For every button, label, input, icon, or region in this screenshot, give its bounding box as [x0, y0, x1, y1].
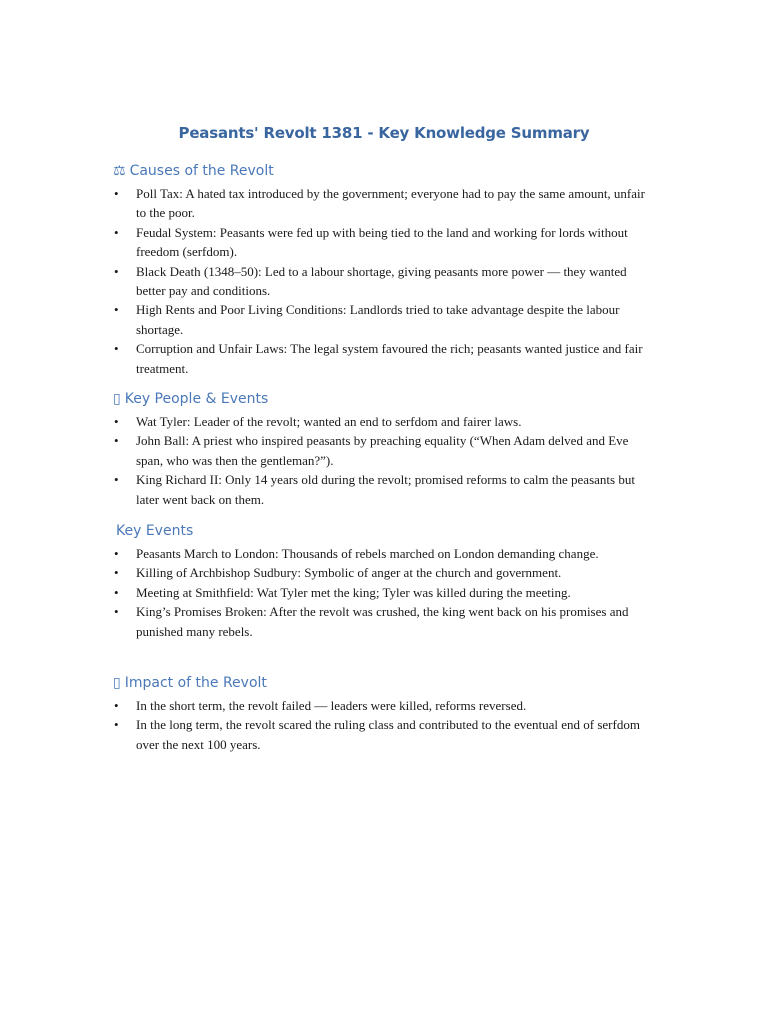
list-item-text: King Richard II: Only 14 years old during the revolt; promised reforms to calm the peasants but later went back on them.: [136, 472, 635, 507]
list-item-text: Wat Tyler: Leader of the revolt; wanted an end to serfdom and fairer laws.: [136, 414, 522, 429]
section-heading-label: Impact of the Revolt: [124, 675, 267, 691]
missing-glyph-icon: ▯: [113, 675, 121, 691]
missing-glyph-icon: ▯: [113, 391, 121, 407]
bullet-icon: •: [114, 604, 119, 620]
list-item-text: In the long term, the revolt scared the ruling class and contributed to the eventual end of serfdom over the next 100 years.: [136, 717, 640, 752]
bullet-icon: •: [114, 565, 119, 581]
bullet-icon: •: [114, 341, 119, 357]
section-heading-label: Causes of the Revolt: [129, 163, 274, 179]
bullet-icon: •: [114, 546, 119, 561]
list-item-text: Feudal System: Peasants were fed up with being tied to the land and working for lords without freedom (serfdom).: [136, 224, 628, 260]
list-item-text: Meeting at Smithfield: Wat Tyler met the king; Tyler was killed during the meeting.: [136, 584, 571, 600]
list-item: [112, 583, 652, 602]
list-item-text: Peasants March to London: Thousands of rebels marched on London demanding change.: [136, 546, 599, 561]
list-item: [112, 262, 652, 301]
list-item: [112, 470, 652, 509]
list-item: [112, 223, 652, 262]
bullet-icon: •: [114, 433, 119, 449]
list-item-text: In the short term, the revolt failed — leaders were killed, reforms reversed.: [136, 698, 527, 713]
list-item: [112, 715, 652, 754]
list-item-text: Black Death (1348–50): Led to a labour shortage, giving peasants more power — they wanted better pay and conditions.: [136, 263, 627, 299]
bullet-icon: •: [114, 584, 119, 600]
list-item-text: Corruption and Unfair Laws: The legal system favoured the rich; peasants wanted justice and fair treatment.: [136, 341, 643, 376]
list-item: [112, 412, 652, 431]
list-item: [112, 563, 652, 582]
page-title: Peasants' Revolt 1381 - Key Knowledge Summary: [178, 124, 590, 142]
bullet-icon: •: [114, 698, 119, 713]
bullet-icon: •: [114, 186, 119, 201]
bullet-icon: •: [114, 302, 119, 318]
section-heading-key-people: [113, 391, 268, 407]
key-people-list: [112, 412, 652, 509]
list-item-text: King’s Promises Broken: After the revolt was crushed, the king went back on his promises and punished many rebels.: [136, 604, 629, 639]
bullet-icon: •: [114, 414, 119, 429]
list-item: [112, 696, 652, 715]
key-events-list: [112, 544, 652, 641]
scales-icon: ⚖: [113, 163, 126, 179]
section-heading-label: Key Events: [116, 523, 194, 539]
bullet-icon: •: [114, 224, 119, 240]
list-item-text: Poll Tax: A hated tax introduced by the government; everyone had to pay the same amount, unfair to the poor.: [136, 186, 645, 221]
list-item-text: High Rents and Poor Living Conditions: Landlords tried to take advantage despite the labour shortage.: [136, 302, 620, 337]
section-heading-label: Key People & Events: [124, 391, 269, 407]
causes-list: [112, 184, 652, 378]
list-item-text: John Ball: A priest who inspired peasants by preaching equality (“When Adam delved and Eve span, who was then the gentleman?”).: [136, 433, 629, 468]
list-item: [112, 602, 652, 641]
list-item: [112, 339, 652, 378]
section-heading-impact: [113, 675, 267, 691]
bullet-icon: •: [114, 472, 119, 488]
list-item-text: Killing of Archbishop Sudbury: Symbolic of anger at the church and government.: [136, 565, 562, 581]
list-item: [112, 431, 652, 470]
list-item: [112, 544, 652, 563]
section-heading-key-events: [116, 523, 193, 539]
list-item: [112, 300, 652, 339]
impact-list: [112, 696, 652, 754]
bullet-icon: •: [114, 717, 119, 733]
section-heading-causes: [113, 163, 274, 179]
list-item: [112, 184, 652, 223]
bullet-icon: •: [114, 263, 119, 279]
